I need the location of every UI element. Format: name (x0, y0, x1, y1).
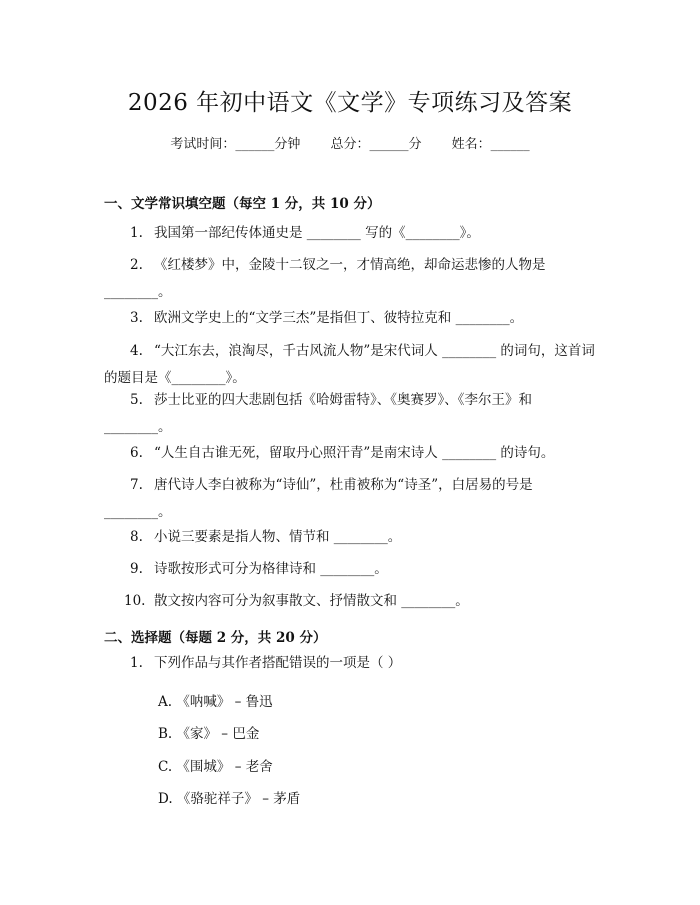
question-item (104, 387, 598, 441)
question-number: 4. (130, 343, 143, 359)
question-text: 我国第一部纪传体通史是 ________ 写的《________》。 (154, 225, 480, 241)
question-number: 9. (130, 561, 143, 577)
section-heading-fill-blank: 一、文学常识填空题（每空 1 分，共 10 分） (104, 196, 381, 212)
question-text: 诗歌按形式可分为格律诗和 ________。 (154, 561, 388, 577)
question-number: 1. (130, 655, 143, 671)
question-item (104, 524, 598, 551)
question-text: “人生自古谁无死，留取丹心照汗青”是南宋诗人 ________ 的诗句。 (154, 445, 555, 461)
question-text: 下列作品与其作者搭配错误的一项是（ ） (154, 655, 402, 671)
option-c: C. 《围城》 – 老舍 (158, 759, 273, 775)
question-item (104, 472, 598, 526)
total-score-field: 总分：______分 (330, 137, 422, 152)
question-item (104, 650, 598, 677)
question-number: 10. (124, 593, 146, 609)
student-name-field: 姓名：______ (451, 137, 530, 152)
page-title: 2026 年初中语文《文学》专项练习及答案 (127, 90, 573, 116)
option-b: B. 《家》 – 巴金 (158, 726, 260, 742)
question-number: 5. (130, 392, 143, 408)
question-number: 1. (130, 225, 143, 241)
question-text: 唐代诗人李白被称为“诗仙”，杜甫被称为“诗圣”，白居易的号是 ________。 (104, 477, 533, 520)
question-number: 6. (130, 445, 143, 461)
exam-time-field: 考试时间：______分钟 (170, 137, 301, 152)
question-number: 8. (130, 529, 143, 545)
question-text: 散文按内容可分为叙事散文、抒情散文和 ________。 (154, 593, 469, 609)
question-item (104, 440, 598, 467)
question-text: 小说三要素是指人物、情节和 ________。 (154, 529, 402, 545)
question-text: “大江东去，浪淘尽，千古风流人物”是宋代词人 ________ 的词句，这首词的题目是《________》。 (104, 343, 595, 386)
question-item (104, 252, 598, 306)
question-item (104, 556, 598, 583)
question-text: 欧洲文学史上的“文学三杰”是指但丁、彼特拉克和 ________。 (154, 310, 524, 326)
option-a: A. 《呐喊》 – 鲁迅 (158, 694, 273, 710)
option-d: D. 《骆驼祥子》 – 茅盾 (158, 791, 301, 807)
question-text: 《红楼梦》中，金陵十二钗之一，才情高绝，却命运悲惨的人物是 ________。 (104, 257, 546, 300)
section-heading-multiple-choice: 二、选择题（每题 2 分，共 20 分） (104, 630, 327, 646)
exam-meta (0, 133, 700, 152)
question-number: 7. (130, 477, 143, 493)
question-item (104, 588, 598, 615)
question-item (104, 220, 598, 247)
question-item (104, 305, 598, 332)
question-number: 2. (130, 257, 143, 273)
question-item (104, 338, 598, 392)
question-number: 3. (130, 310, 143, 326)
question-text: 莎士比亚的四大悲剧包括《哈姆雷特》、《奥赛罗》、《李尔王》和 ________。 (104, 392, 532, 435)
